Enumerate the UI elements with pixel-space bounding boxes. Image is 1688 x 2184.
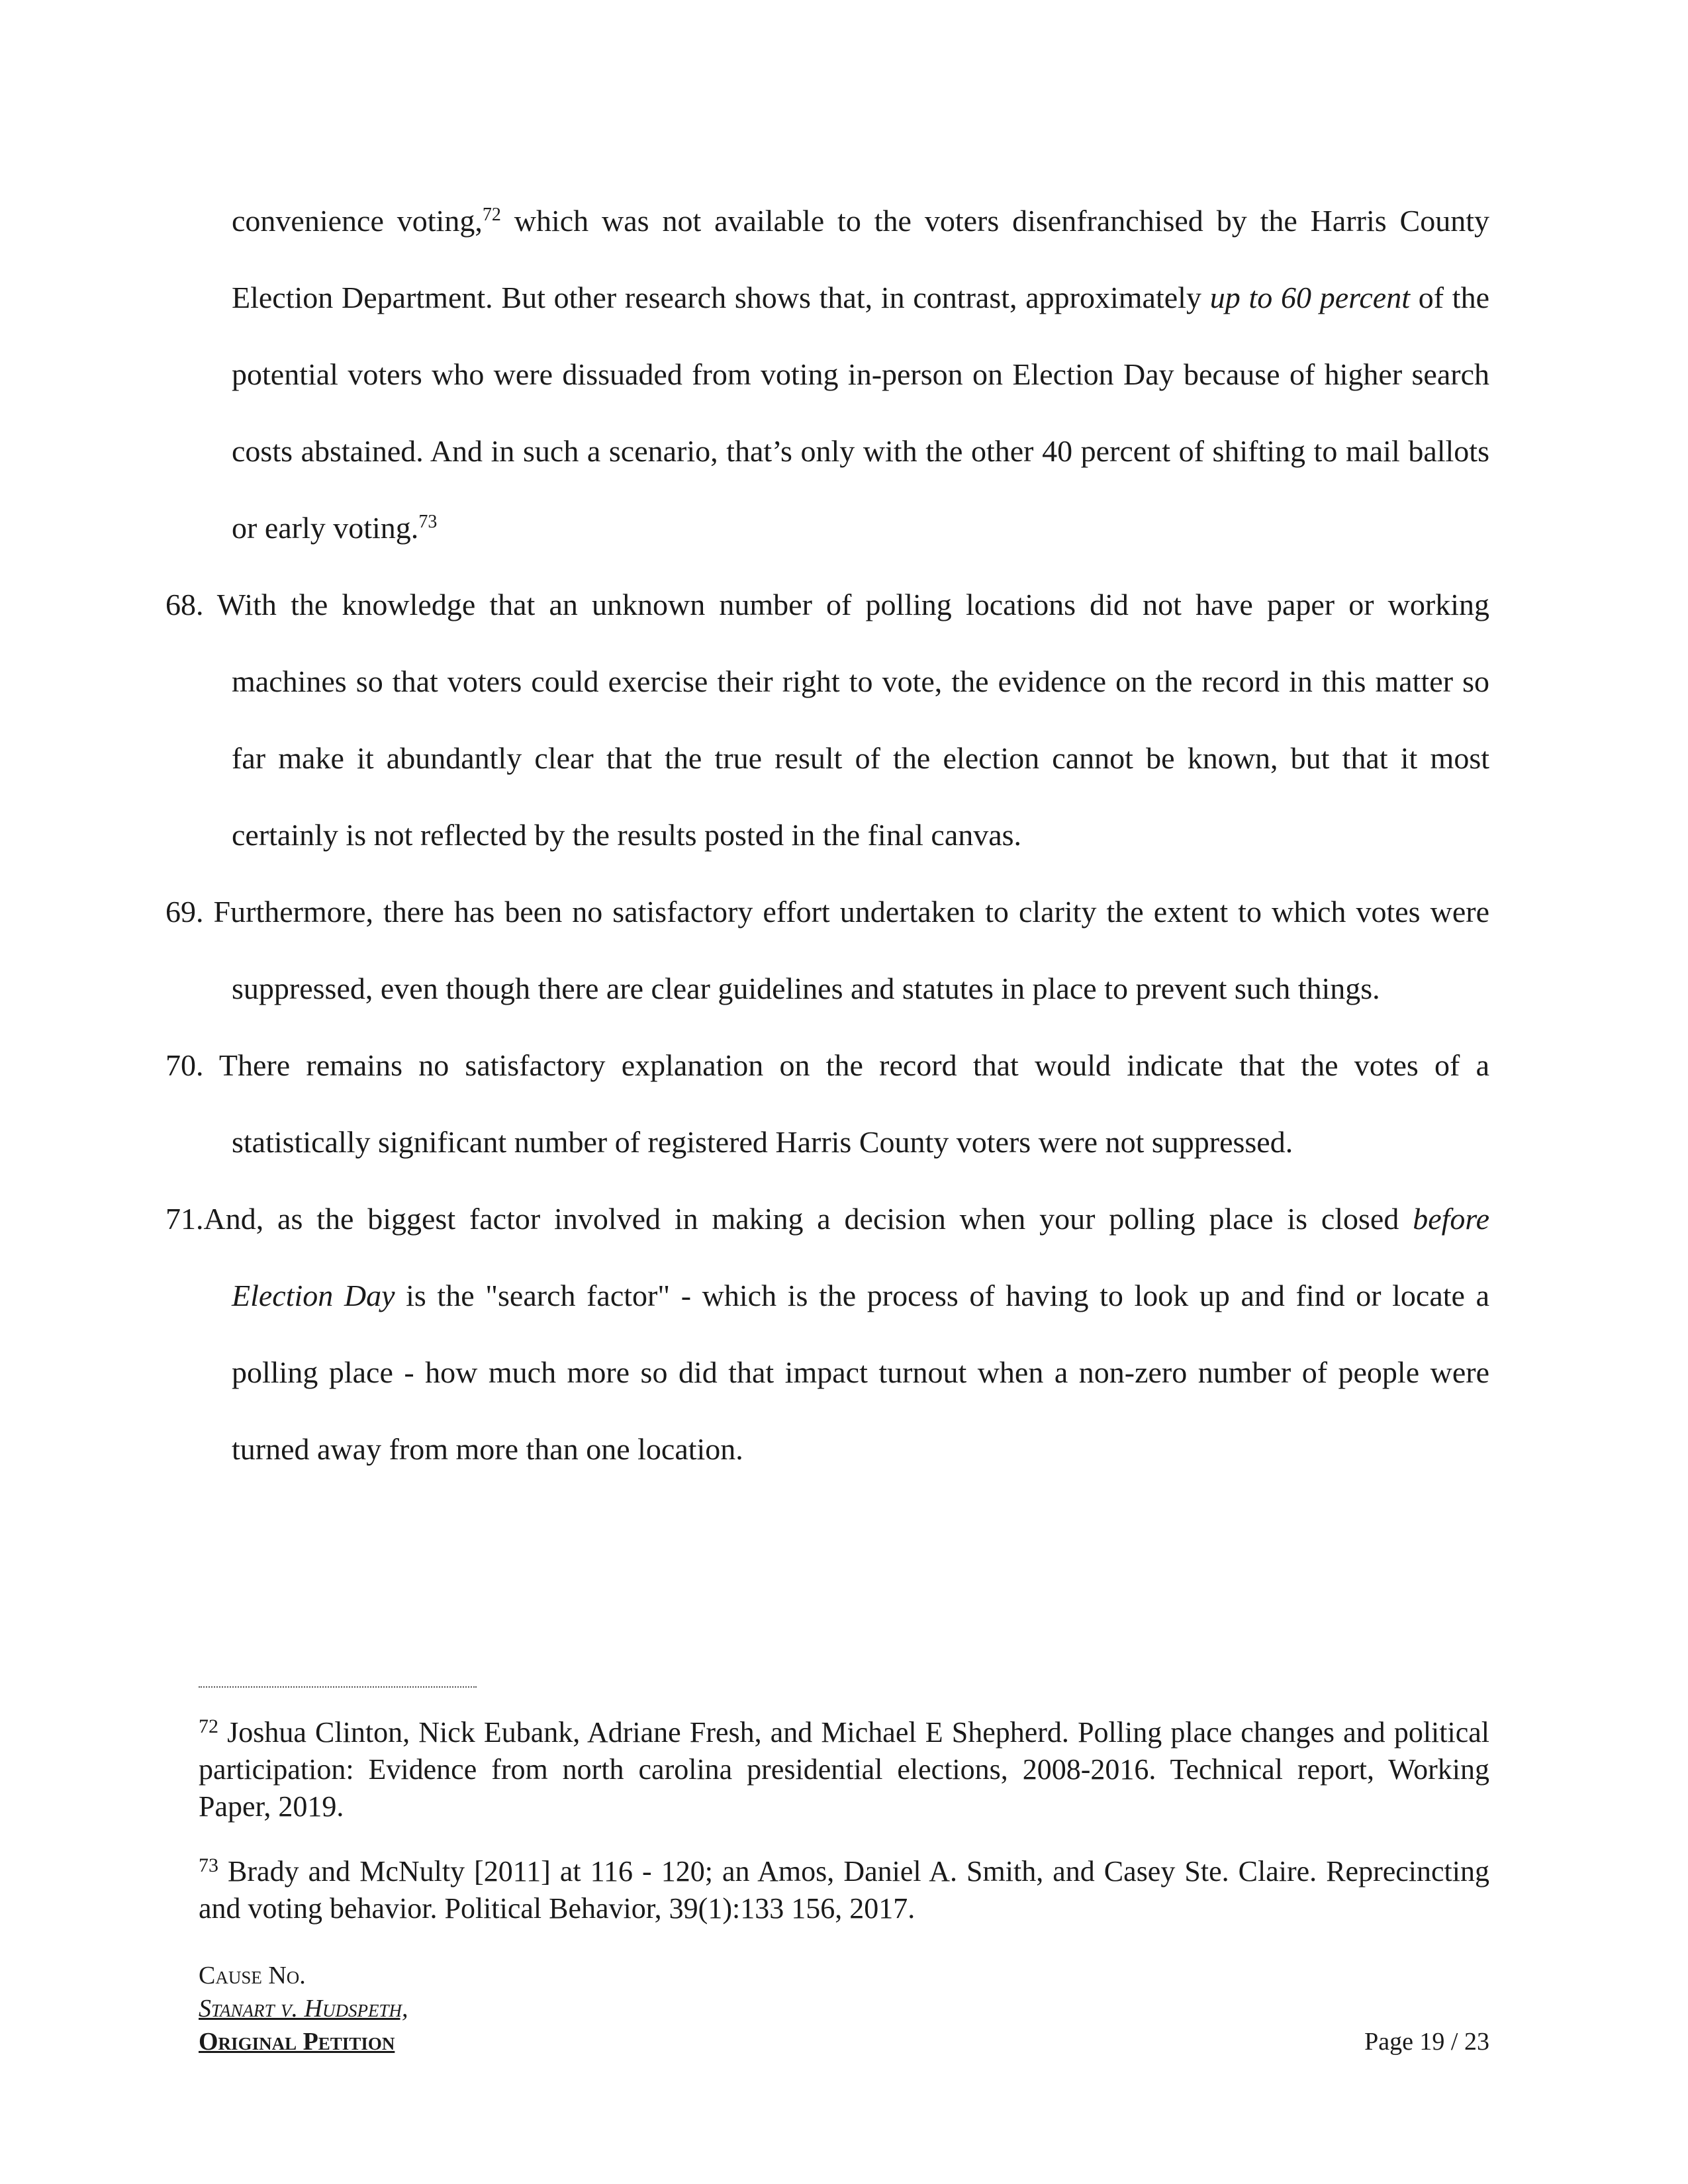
paragraph-68	[165, 567, 1489, 874]
p70-text: There remains no satisfactory explanation on the record that would indicate that the votes of a statistically significant number of registered Harris County voters were not suppressed.	[203, 1048, 1489, 1159]
document-title: Original Petition	[199, 2028, 395, 2056]
page-number: Page 19 / 23	[1364, 2028, 1489, 2056]
footnote-text-72: Joshua Clinton, Nick Eubank, Adriane Fresh, and Michael E Shepherd. Polling place changes and political participation: Evidence from north carolina presidential elections, 2008-2016. Technical report, Working Paper, 2019.	[199, 1716, 1489, 1823]
case-caption: Stanart v. Hudspeth,	[199, 1995, 408, 2023]
p71-text-1: And, as the biggest factor involved in making a decision when your polling place is closed	[203, 1202, 1413, 1236]
p68-text: With the knowledge that an unknown number of polling locations did not have paper or working machines so that voters could exercise their right to vote, the evidence on the record in this matter so far make it abundantly clear that the true result of the election cannot be known, but that it most certainly is not reflected by the results posted in the final canvas.	[203, 588, 1489, 852]
paragraph-number-70: 70.	[165, 1048, 204, 1082]
footnote-ref-73[interactable]: 73	[418, 512, 438, 532]
p67-text-1: convenience voting,	[232, 204, 483, 238]
p67-text-2: which was not available to the voters disenfranchised by the Harris County Election Department. But other research shows that, in contrast, approximately	[232, 204, 1489, 314]
paragraph-71	[165, 1181, 1489, 1488]
footnotes	[199, 1714, 1489, 1955]
footnote-73	[199, 1853, 1489, 1927]
main-body	[165, 183, 1489, 1488]
paragraph-69	[165, 874, 1489, 1027]
document-footer	[199, 1959, 408, 2058]
p67-emphasis: up to 60 percent	[1209, 281, 1410, 314]
p67-text-3: of the potential voters who were dissuaded from voting in-person on Election Day because of higher search costs abstained. And in such a scenario, that’s only with the other 40 percent of shifting to mail ballots or early voting.	[232, 281, 1489, 545]
cause-number-label: Cause No.	[199, 1962, 306, 1989]
paragraph-number-71: 71.	[165, 1202, 204, 1236]
p71-text-2: is the "search factor" - which is the process of having to look up and find or locate a polling place - how much more so did that impact turnout when a non-zero number of people were turned away from more than one location.	[232, 1279, 1489, 1466]
footnote-72	[199, 1714, 1489, 1825]
paragraph-67-continued	[199, 183, 1489, 567]
p71-emphasis: before Election Day	[232, 1202, 1489, 1312]
paragraph-number-68: 68.	[165, 588, 204, 621]
paragraph-70	[165, 1027, 1489, 1181]
footnote-number-73: 73	[199, 1854, 218, 1876]
footnote-text-73: Brady and McNulty [2011] at 116 - 120; an Amos, Daniel A. Smith, and Casey Ste. Claire. Reprecincting and voting behavior. Political Behavior, 39(1):133 156, 2017.	[199, 1855, 1489, 1925]
paragraph-number-69: 69.	[165, 895, 204, 929]
footnote-separator	[199, 1686, 477, 1688]
p69-text: Furthermore, there has been no satisfactory effort undertaken to clarity the extent to which votes were suppressed, even though there are clear guidelines and statutes in place to prevent such things.	[203, 895, 1489, 1005]
footnote-ref-72[interactable]: 72	[482, 205, 501, 225]
footnote-number-72: 72	[199, 1715, 218, 1737]
